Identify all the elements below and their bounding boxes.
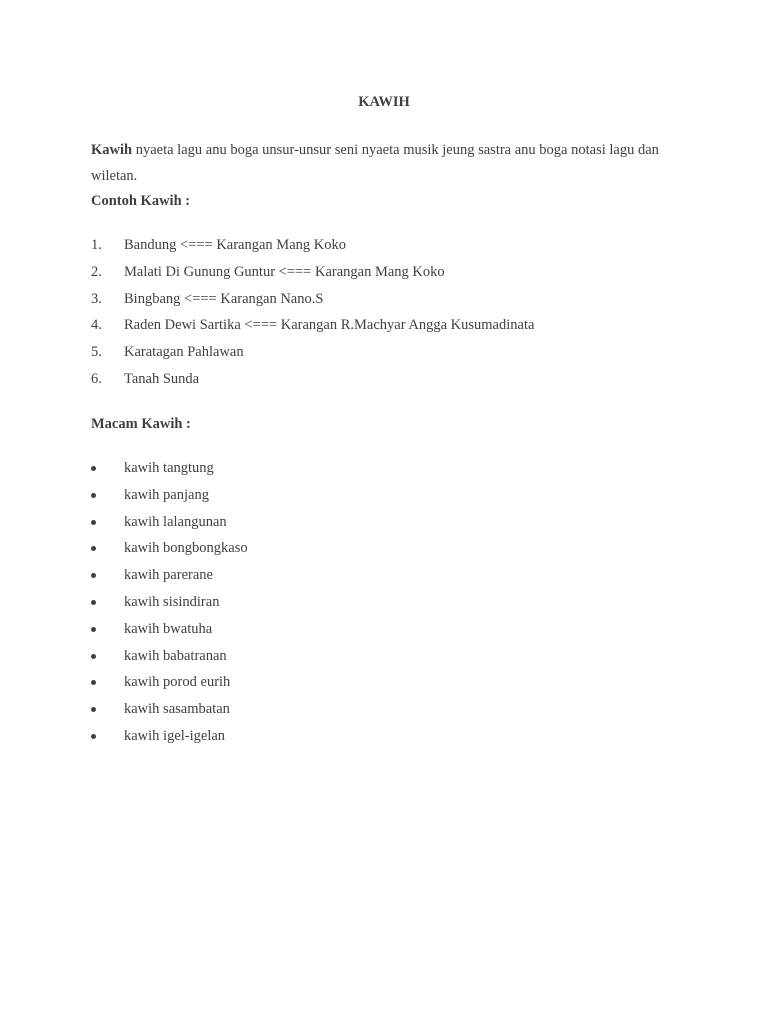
list-item-text: kawih porod eurih — [124, 674, 231, 691]
list-item-text: kawih babatranan — [124, 647, 227, 664]
macam-heading: Macam Kawih : — [91, 416, 191, 432]
list-item-text: kawih bwatuha — [124, 620, 213, 637]
intro-text: nyaeta lagu anu boga unsur-unsur seni nyaeta musik jeung sastra anu boga notasi lagu dan wiletan. — [91, 142, 659, 184]
contoh-heading: Contoh Kawih : — [91, 193, 191, 209]
list-item-text: kawih sasambatan — [124, 701, 230, 718]
list-number: 1. — [91, 237, 102, 253]
list-number: 5. — [91, 344, 102, 361]
document-title: KAWIH — [358, 94, 410, 110]
bullet-icon — [91, 707, 96, 712]
bullet-icon — [91, 734, 96, 739]
list-item-text: kawih igel-igelan — [124, 727, 226, 744]
list-item-text: kawih panjang — [124, 486, 209, 503]
bullet-icon — [91, 520, 96, 525]
list-item-text: Karatagan Pahlawan — [124, 344, 244, 361]
list-item-text: Raden Dewi Sartika <=== Karangan R.Machyar Angga Kusumadinata — [124, 317, 535, 334]
list-item-text: kawih parerane — [124, 567, 213, 584]
list-item-text: kawih bongbongkaso — [124, 540, 248, 557]
list-number: 2. — [91, 263, 102, 280]
bullet-icon — [91, 654, 96, 659]
bullet-icon — [91, 573, 96, 578]
bullet-icon — [91, 493, 96, 498]
bullet-icon — [91, 466, 96, 471]
list-item-text: kawih sisindiran — [124, 593, 220, 610]
bullet-icon — [91, 546, 96, 551]
list-item-text: Tanah Sunda — [124, 370, 200, 387]
intro-term: Kawih — [91, 142, 133, 158]
bullet-icon — [91, 680, 96, 685]
list-number: 6. — [91, 370, 102, 387]
bullet-icon — [91, 600, 96, 605]
intro-paragraph — [91, 137, 681, 189]
list-item-text: Malati Di Gunung Guntur <=== Karangan Mang Koko — [124, 263, 445, 280]
list-number: 4. — [91, 317, 102, 334]
list-item-text: kawih lalangunan — [124, 513, 227, 530]
bullet-icon — [91, 627, 96, 632]
list-item-text: kawih tangtung — [124, 460, 214, 476]
list-number: 3. — [91, 290, 102, 307]
list-item-text: Bandung <=== Karangan Mang Koko — [124, 237, 346, 253]
list-item-text: Bingbang <=== Karangan Nano.S — [124, 290, 324, 307]
